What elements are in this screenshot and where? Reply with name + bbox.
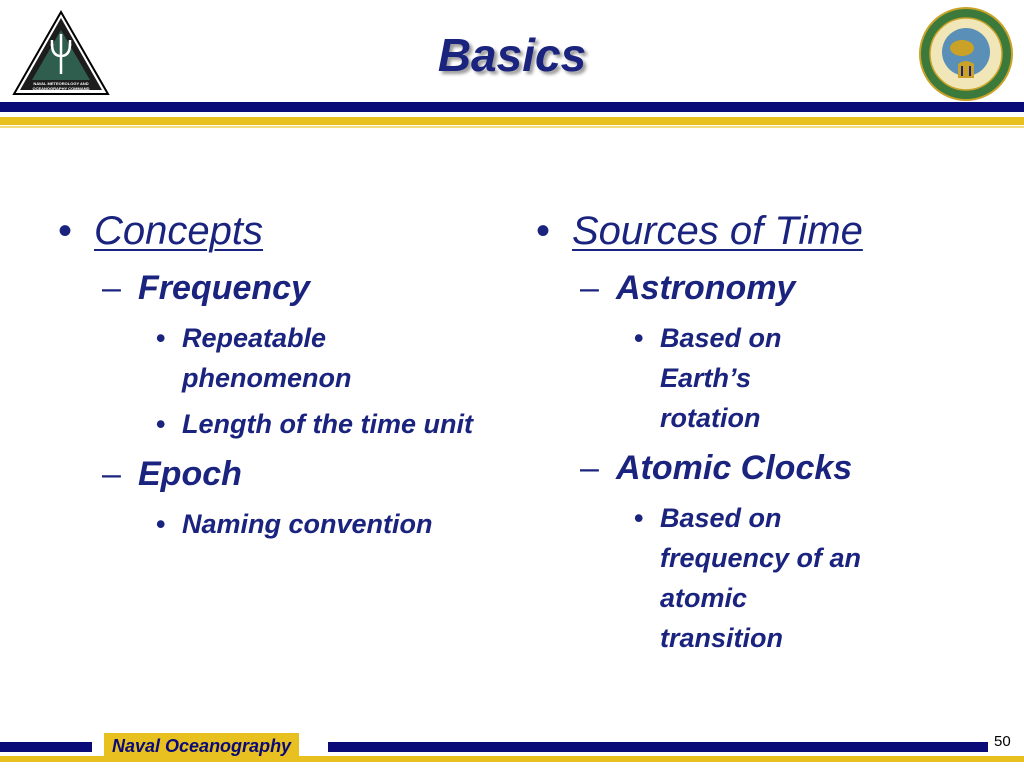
header-rule-navy <box>0 102 1024 112</box>
svg-text:OCEANOGRAPHY COMMAND: OCEANOGRAPHY COMMAND <box>32 86 90 91</box>
dash-icon: – <box>580 449 599 487</box>
slide-title: Basics <box>437 29 587 81</box>
footer-label: Naval Oceanography <box>104 733 299 759</box>
bullet-icon: • <box>634 503 644 533</box>
astronomy-item: – Astronomy <box>536 264 976 312</box>
dash-icon: – <box>580 269 599 307</box>
reference-frame-seal <box>918 6 1014 102</box>
bullet-icon: • <box>536 209 551 253</box>
bullet-icon: • <box>58 209 73 253</box>
concepts-column <box>58 204 478 544</box>
footer-rule-left <box>0 742 92 752</box>
svg-text:NAVAL METEOROLOGY AND: NAVAL METEOROLOGY AND <box>33 81 89 86</box>
dash-icon: – <box>102 455 121 493</box>
page-number: 50 <box>994 733 1011 750</box>
list-item: • Naming convention <box>58 504 478 544</box>
bullet-icon: • <box>634 323 644 353</box>
list-item: • Repeatable phenomenon <box>58 318 478 398</box>
sources-column <box>536 204 976 658</box>
list-item: • Based on Earth’s rotation <box>536 318 976 438</box>
bullet-icon: • <box>156 409 166 439</box>
concepts-heading: • Concepts <box>58 204 478 258</box>
epoch-item: – Epoch <box>58 450 478 498</box>
footer-rule-right <box>328 742 988 752</box>
frequency-item: – Frequency <box>58 264 478 312</box>
bullet-icon: • <box>156 323 166 353</box>
header-rule-gold-thin <box>0 126 1024 128</box>
sources-heading: • Sources of Time <box>536 204 976 258</box>
header-rule-gold <box>0 117 1024 125</box>
dash-icon: – <box>102 269 121 307</box>
atomic-clocks-item: – Atomic Clocks <box>536 444 976 492</box>
bullet-icon: • <box>156 509 166 539</box>
list-item: • Length of the time unit <box>58 404 478 444</box>
list-item: • Based on frequency of an atomic transition <box>536 498 976 658</box>
